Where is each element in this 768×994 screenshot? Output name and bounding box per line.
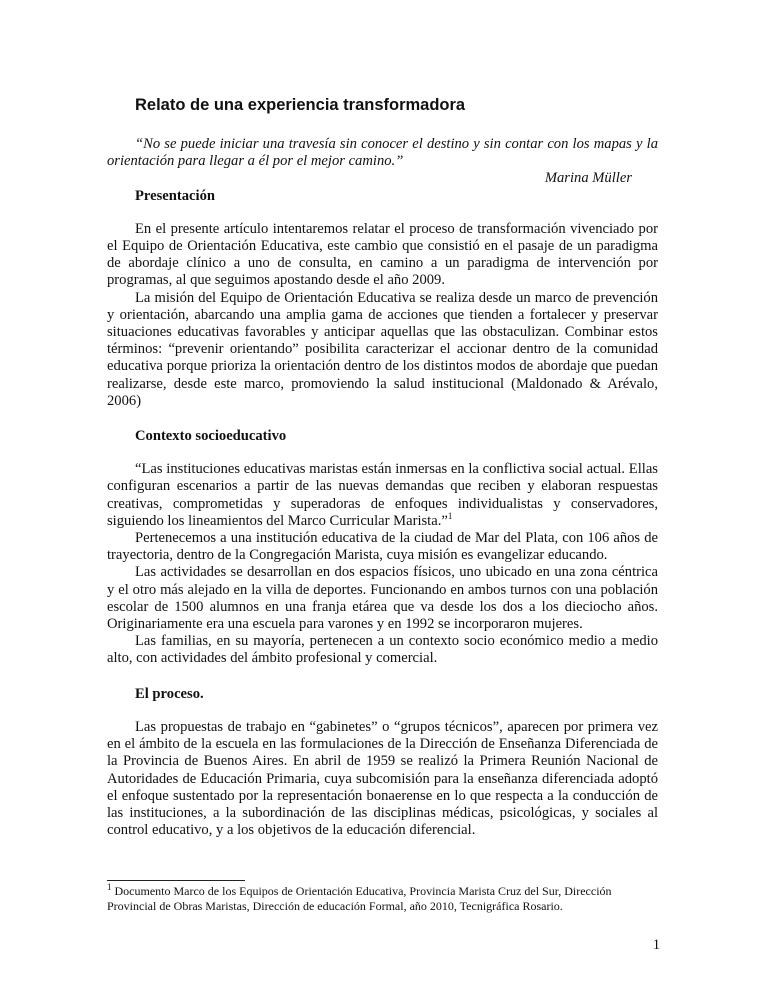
footnote-divider xyxy=(107,880,245,881)
paragraph: Pertenecemos a una institución educativa de la ciudad de Mar del Plata, con 106 años de trayectoria, dentro de la Congregación Marista, cuya misión es evangelizar educando. xyxy=(107,530,658,564)
document-title: Relato de una experiencia transformadora xyxy=(135,96,466,114)
section-heading-proceso: El proceso. xyxy=(135,685,204,702)
footnote-text: Documento Marco de los Equipos de Orientación Educativa, Provincia Marista Cruz del Sur, Dirección Provincial de Obras Maristas, Dirección de educación Formal, año 2010, Tecnigráfica Rosario. xyxy=(107,884,612,913)
section-heading-contexto: Contexto socioeducativo xyxy=(135,428,287,445)
paragraph: La misión del Equipo de Orientación Educativa se realiza desde un marco de prevención y orientación, abarcando una amplia gama de acciones que tienden a fortalecer y preservar situaciones educativas favorables y anticipar aquellas que las obstaculizan. Combinar estos términos: “prevenir orientando” posibilita caracterizar el accionar dentro de la comunidad educativa porque prioriza la orientación dentro de los distintos modos de abordaje que puedan realizarse, desde este marco, promoviendo la salud institucional (Maldonado & Arévalo, 2006) xyxy=(107,289,658,409)
footnote-marker: 1 xyxy=(107,882,112,892)
paragraph: Las propuestas de trabajo en “gabinetes” o “grupos técnicos”, aparecen por primera vez en el ámbito de la escuela en las formulaciones de la Dirección de Enseñanza Diferenciada de la Provincia de Buenos Aires. En abril de 1959 se realizó la Primera Reunión Nacional de Autoridades de Educación Primaria, cuya subcomisión para la enseñanza diferenciada adoptó el enfoque sustentado por la representación bonaerense en lo que respecta a la conducción de las instituciones, a la subordinación de las disciplinas médicas, psicológicas, y sociales al control educativo, y a los objetivos de la educación diferencial. xyxy=(107,718,658,839)
paragraph: Las actividades se desarrollan en dos espacios físicos, uno ubicado en una zona céntrica y el otro más alejado en la villa de deportes. Funcionando en ambos turnos con una población escolar de 1500 alumnos en una franja etárea que va desde los dos a los dieciocho años. Originariamente era una escuela para varones y en 1992 se incorporaron mujeres. xyxy=(107,564,658,633)
epigraph-quote: “No se puede iniciar una travesía sin conocer el destino y sin contar con los mapas y la orientación para llegar a él por el mejor camino.” xyxy=(107,136,658,170)
document-body xyxy=(107,136,658,839)
paragraph-text: “Las instituciones educativas maristas están inmersas en la conflictiva social actual. Ellas configuran escenarios a partir de las nuevas demandas que reciben y elaboran respuestas creativas, comprometidas y superadoras de enfoques individualistas y conservadores, siguiendo los lineamientos del Marco Curricular Marista.” xyxy=(107,461,658,529)
epigraph-author: Marina Müller xyxy=(544,170,632,187)
footnote xyxy=(107,884,658,914)
paragraph: En el presente artículo intentaremos relatar el proceso de transformación vivenciado por el Equipo de Orientación Educativa, este cambio que consistió en el pasaje de un paradigma de abordaje clínico a uno de consulta, en camino a un paradigma de intervención por programas, al que seguimos apostando desde el año 2009. xyxy=(107,220,658,289)
paragraph-with-footnote xyxy=(107,461,658,530)
page-number: 1 xyxy=(652,937,660,953)
paragraph: Las familias, en su mayoría, pertenecen a un contexto socio económico medio a medio alto, con actividades del ámbito profesional y comercial. xyxy=(107,633,658,667)
footnote-reference: 1 xyxy=(447,511,453,521)
section-heading-presentacion: Presentación xyxy=(135,187,215,204)
